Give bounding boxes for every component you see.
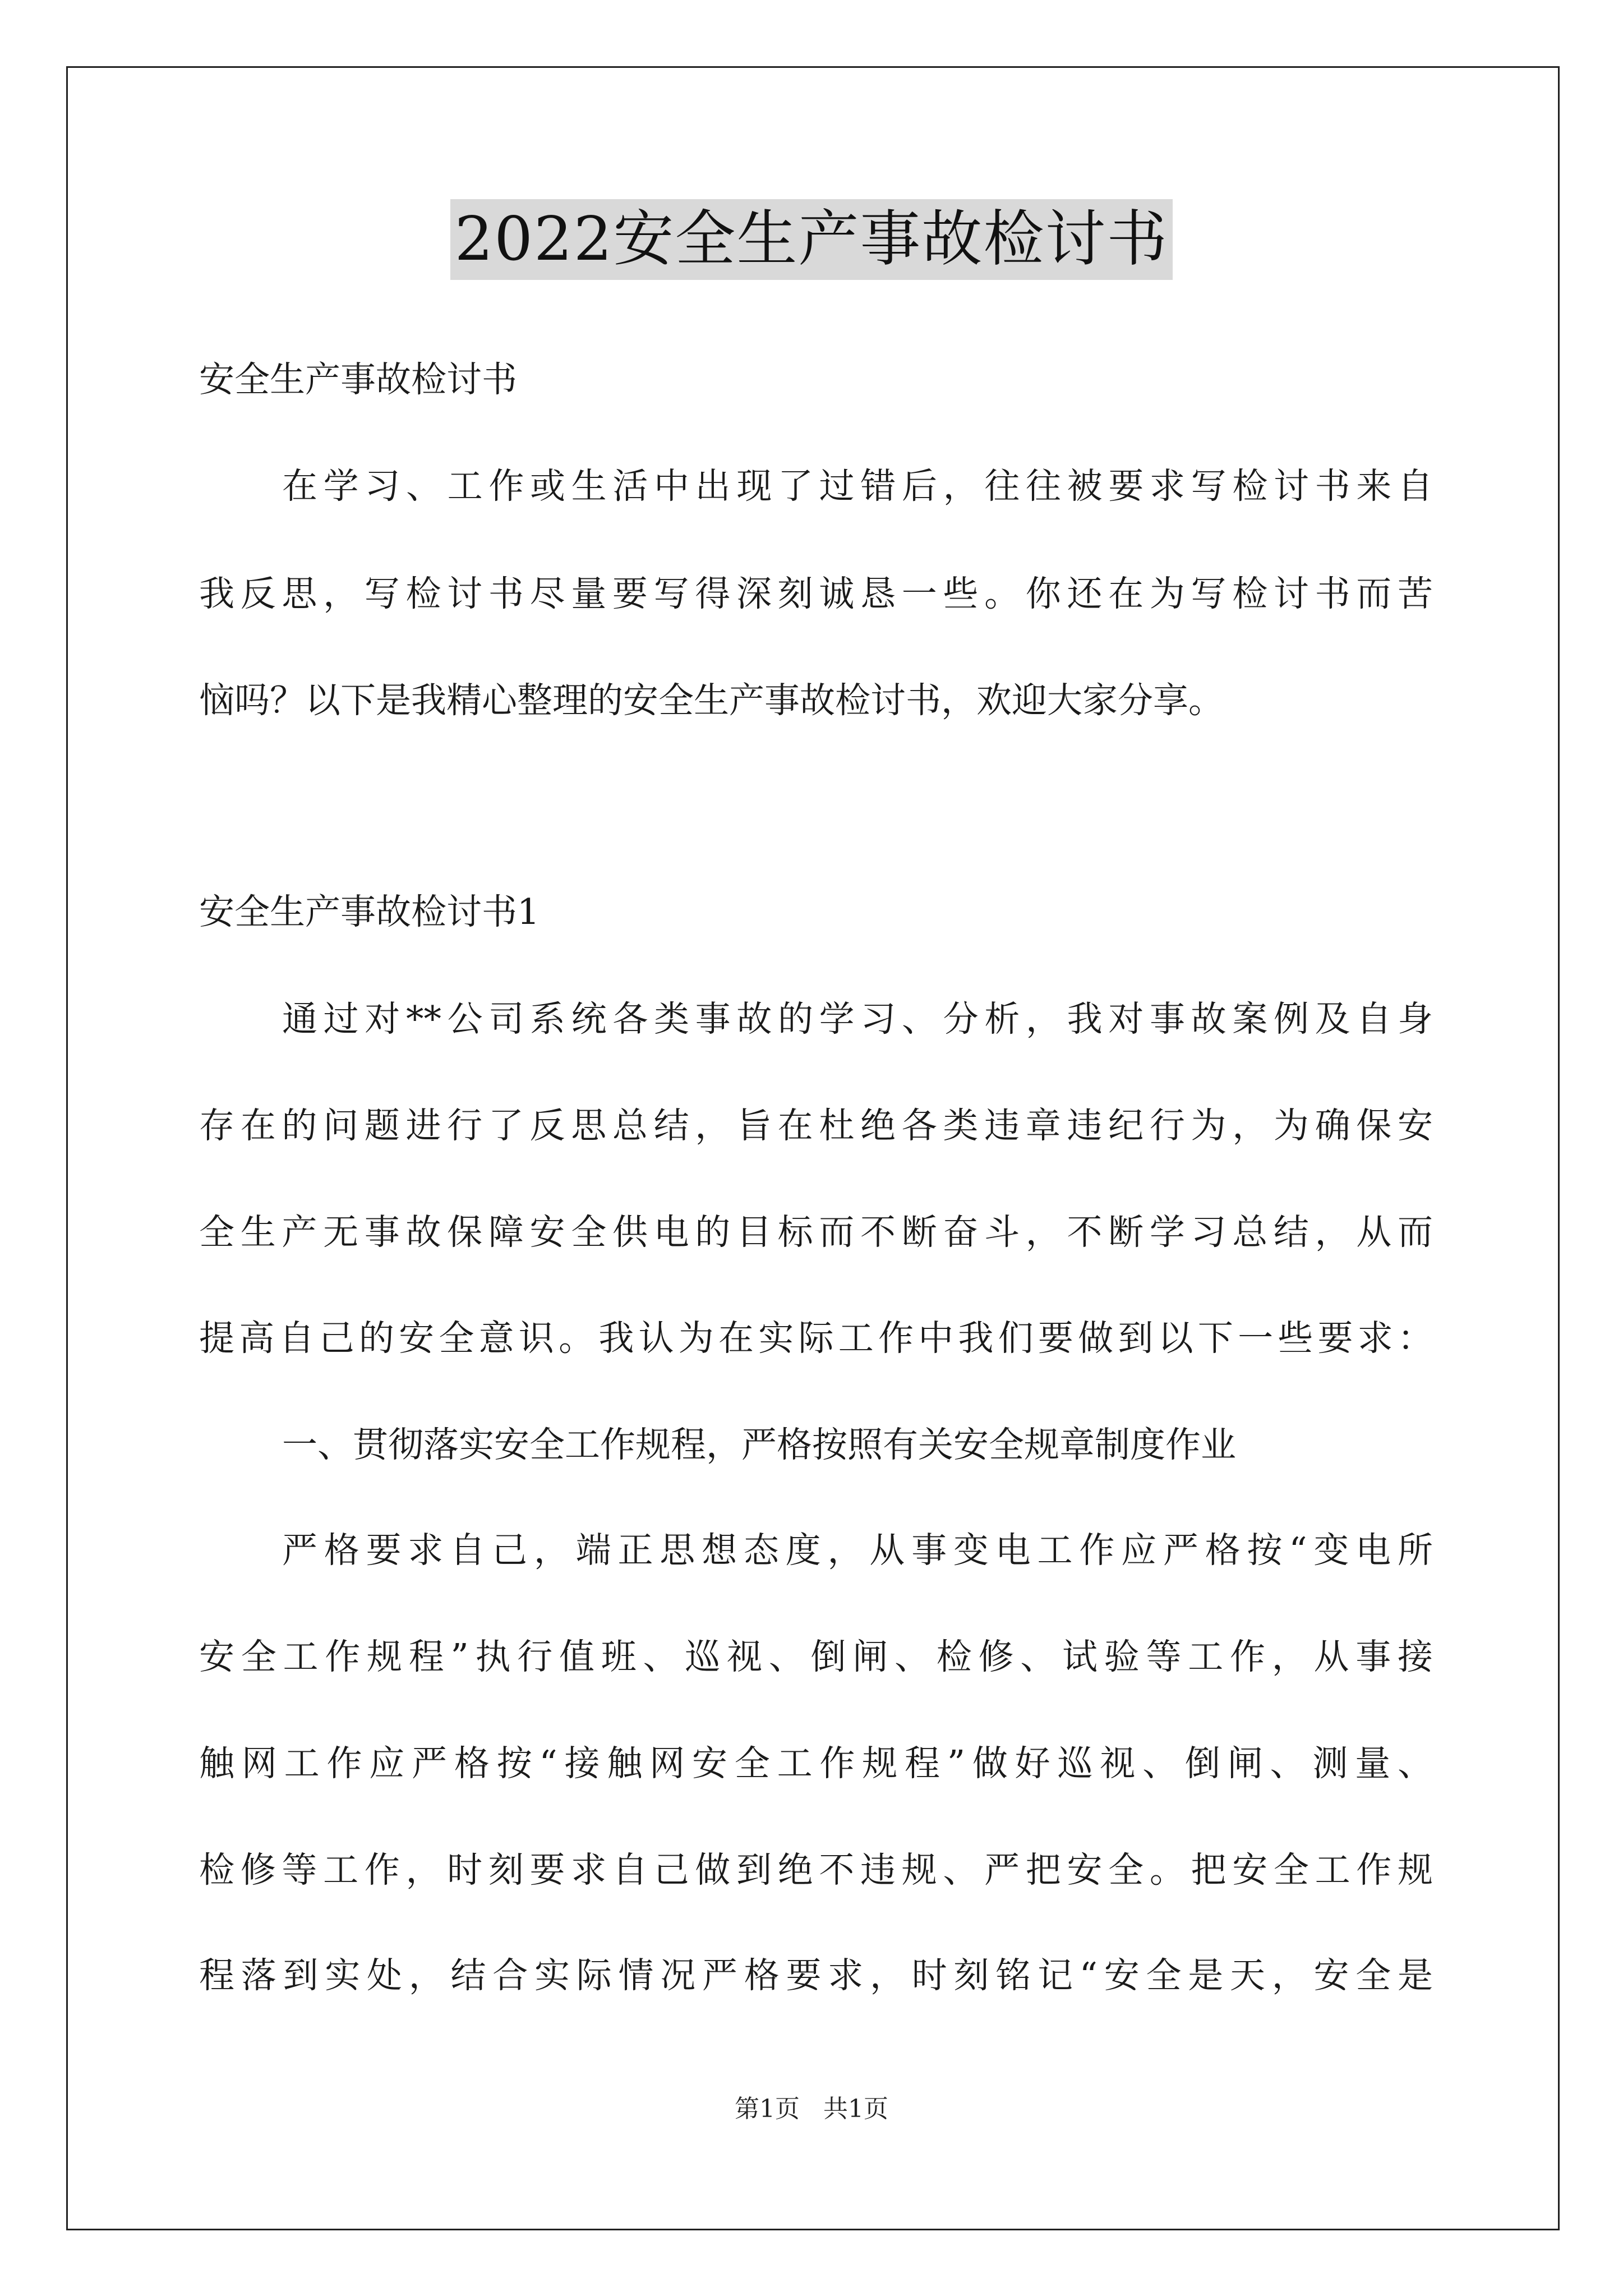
page-footer: [0, 2092, 1623, 2126]
para1-line-4: 提高自己的安全意识。我认为在实际工作中我们要做到以下一些要求：: [199, 1318, 1433, 1359]
para1-line-3: 全生产无事故保障安全供电的目标而不断奋斗，不断学习总结，从而: [199, 1212, 1433, 1253]
point-one: 一、贯彻落实安全工作规程，严格按照有关安全规章制度作业: [282, 1424, 1236, 1465]
para2-line-3: 触网工作应严格按“接触网安全工作规程”做好巡视、倒闸、测量、: [199, 1743, 1433, 1784]
intro-line-2: 我反思，写检讨书尽量要写得深刻诚恳一些。你还在为写检讨书而苦: [199, 573, 1433, 614]
para1-line-2: 存在的问题进行了反思总结，旨在杜绝各类违章违纪行为，为确保安: [199, 1105, 1433, 1146]
page-number: 第1页: [735, 2095, 800, 2123]
para2-line-4: 检修等工作，时刻要求自己做到绝不违规、严把安全。把安全工作规: [199, 1849, 1433, 1890]
title-container: [0, 199, 1623, 280]
para2-line-2: 安全工作规程”执行值班、巡视、倒闸、检修、试验等工作，从事接: [199, 1636, 1433, 1677]
page-total: 共1页: [823, 2095, 888, 2123]
subtitle: 安全生产事故检讨书: [199, 359, 517, 400]
para2-line-5: 程落到实处，结合实际情况严格要求，时刻铭记“安全是天，安全是: [199, 1955, 1433, 1996]
intro-line-3: 恼吗？以下是我精心整理的安全生产事故检讨书，欢迎大家分享。: [199, 680, 1224, 721]
intro-line-1: 在学习、工作或生活中出现了过错后，往往被要求写检讨书来自: [282, 466, 1433, 507]
para2-line-1: 严格要求自己，端正思想态度，从事变电工作应严格按“变电所: [282, 1530, 1433, 1571]
para1-line-1: 通过对**公司系统各类事故的学习、分析，我对事故案例及自身: [282, 999, 1433, 1039]
document-title: 2022安全生产事故检讨书: [450, 199, 1173, 280]
section-heading: 安全生产事故检讨书1: [199, 891, 540, 932]
